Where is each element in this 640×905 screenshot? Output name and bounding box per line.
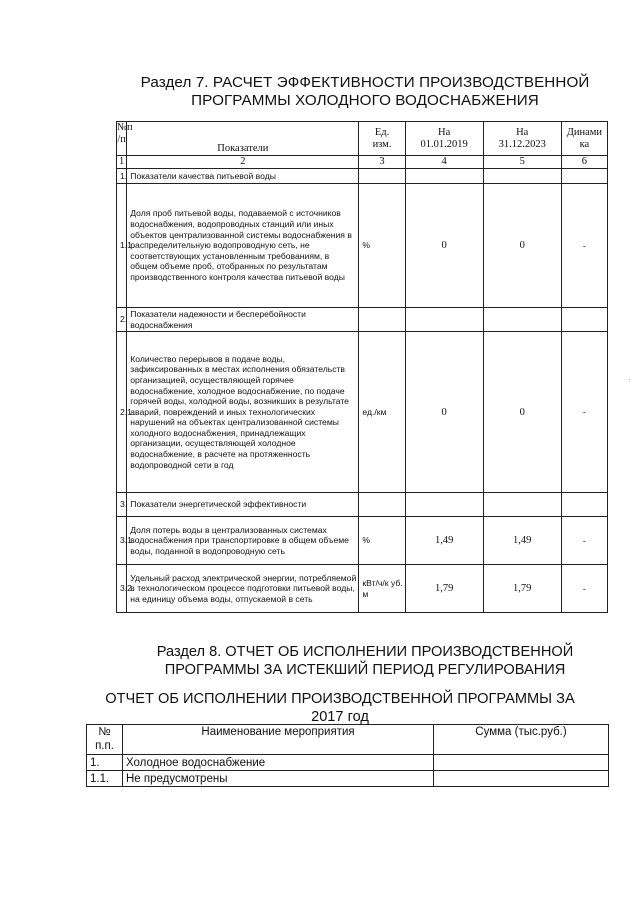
report-row-sum — [434, 771, 609, 787]
row-no: 3.2. — [117, 565, 127, 613]
row-dynamics: - — [561, 517, 607, 565]
header-date1 — [405, 122, 483, 156]
report-header-no — [87, 725, 123, 755]
row-dynamics: - — [561, 184, 607, 308]
row-value-2019: 0 — [405, 332, 483, 493]
row-value-2023: 0 — [483, 332, 561, 493]
header-unit-line2: изм. — [372, 138, 392, 150]
header-indicators: Показатели — [127, 122, 359, 156]
row-value-2019 — [405, 308, 483, 332]
section8-title-line2: ПРОГРАММЫ ЗА ИСТЕКШИЙ ПЕРИОД РЕГУЛИРОВАНИЯ — [164, 662, 566, 678]
column-number-row — [117, 156, 608, 169]
header-no-line2: /п — [117, 134, 126, 145]
row-no: 2.1. — [117, 332, 127, 493]
row-value-2019: 1,79 — [405, 565, 483, 613]
table-row — [117, 565, 608, 613]
row-dynamics: - — [561, 565, 607, 613]
report-table — [86, 724, 609, 787]
row-no: 1. — [117, 169, 127, 184]
report-header-row — [87, 725, 609, 755]
section8-title — [130, 643, 600, 679]
row-no: 2. — [117, 308, 127, 332]
row-unit — [359, 493, 405, 517]
table-row — [117, 184, 608, 308]
col-number: 3 — [359, 156, 405, 169]
table-row — [117, 332, 608, 493]
row-indicator: Показатели качества питьевой воды — [127, 169, 359, 184]
row-indicator: Удельный расход электрической энергии, потребляемой в технологическом процессе подготовки питьевой воды, на единицу объема воды, отпускаемой в сеть — [127, 565, 359, 613]
header-date1-line1: На — [438, 126, 451, 138]
table-row — [87, 771, 609, 787]
row-dynamics — [561, 169, 607, 184]
row-value-2023 — [483, 169, 561, 184]
report-row-no: 1.1. — [87, 771, 123, 787]
col-number: 4 — [405, 156, 483, 169]
section7-title-line1: Раздел 7. РАСЧЕТ ЭФФЕКТИВНОСТИ ПРОИЗВОДСТВЕННОЙ — [140, 74, 590, 91]
header-date1-line2: 01.01.2019 — [420, 138, 468, 150]
efficiency-table — [116, 121, 608, 613]
report-subtitle — [90, 690, 590, 726]
row-indicator: Показатели надежности и бесперебойности водоснабжения — [127, 308, 359, 332]
row-indicator: Показатели энергетической эффективности — [127, 493, 359, 517]
row-value-2019 — [405, 493, 483, 517]
header-date2-line1: На — [516, 126, 529, 138]
section7-title — [140, 74, 590, 110]
col-number: 5 — [483, 156, 561, 169]
report-row-name: Холодное водоснабжение — [123, 755, 434, 771]
header-date2 — [483, 122, 561, 156]
header-date2-line2: 31.12.2023 — [498, 138, 546, 150]
row-value-2019 — [405, 169, 483, 184]
row-no: 1.1. — [117, 184, 127, 308]
report-subtitle-line2: 2017 год — [311, 709, 369, 725]
row-indicator: Доля потерь воды в централизованных системах водоснабжения при транспортировке в общем объеме воды, поданной в водопроводную сеть — [127, 517, 359, 565]
row-no: 3.1. — [117, 517, 127, 565]
header-unit — [359, 122, 405, 156]
table-row — [87, 755, 609, 771]
header-no — [117, 122, 133, 156]
header-no-line1: №п — [117, 122, 133, 133]
report-row-name: Не предусмотрены — [123, 771, 434, 787]
row-value-2019: 1,49 — [405, 517, 483, 565]
report-row-sum — [434, 755, 609, 771]
col-number: 2 — [127, 156, 359, 169]
col-number: 6 — [561, 156, 607, 169]
header-dynamics-line1: Динами — [566, 126, 603, 138]
report-header-name: Наименование мероприятия — [123, 725, 434, 755]
report-row-no: 1. — [87, 755, 123, 771]
row-no: 3. — [117, 493, 127, 517]
report-header-no-line1: № — [98, 726, 111, 738]
report-header-no-line2: п.п. — [95, 740, 114, 752]
scan-speck — [629, 379, 630, 380]
row-value-2023 — [483, 493, 561, 517]
header-unit-line1: Ед. — [374, 126, 390, 138]
row-dynamics: - — [561, 332, 607, 493]
row-unit — [359, 308, 405, 332]
table-row — [117, 493, 608, 517]
row-value-2019: 0 — [405, 184, 483, 308]
col-number: 1 — [117, 156, 127, 169]
row-unit: % — [359, 517, 405, 565]
header-dynamics-line2: ка — [579, 138, 590, 150]
table-row — [117, 517, 608, 565]
section7-title-line2: ПРОГРАММЫ ХОЛОДНОГО ВОДОСНАБЖЕНИЯ — [191, 92, 539, 109]
table-row — [117, 169, 608, 184]
section8-title-line1: Раздел 8. ОТЧЕТ ОБ ИСПОЛНЕНИИ ПРОИЗВОДСТВЕННОЙ — [156, 644, 574, 660]
row-unit: ед./км — [359, 332, 405, 493]
header-dynamics — [561, 122, 607, 156]
row-indicator: Количество перерывов в подаче воды, зафиксированных в местах исполнения обязательств организацией, осуществляющей горячее водоснабжение, холодное водоснабжение, по подаче горячей воды, холодной воды, возникших в результате аварий, повреждений и иных технологических нарушений на объектах централизованной системы холодного водоснабжения, принадлежащих организации, осуществляющей холодное водоснабжение, в расчете на протяженность водопроводной сети в год — [127, 332, 359, 493]
row-value-2023 — [483, 308, 561, 332]
row-dynamics — [561, 493, 607, 517]
row-value-2023: 1,49 — [483, 517, 561, 565]
row-unit — [359, 169, 405, 184]
row-dynamics — [561, 308, 607, 332]
row-indicator: Доля проб питьевой воды, подаваемой с источников водоснабжения, водопроводных станций или иных объектов централизованной системы водоснабжения в распределительную водопроводную сеть, не соответствующих установленным требованиям, в общем объеме проб, отобранных по результатам производственного контроля качества питьевой воды — [127, 184, 359, 308]
table-header-row — [117, 122, 608, 156]
row-value-2023: 1,79 — [483, 565, 561, 613]
report-header-sum: Сумма (тыс.руб.) — [434, 725, 609, 755]
table-row — [117, 308, 608, 332]
report-subtitle-line1: ОТЧЕТ ОБ ИСПОЛНЕНИИ ПРОИЗВОДСТВЕННОЙ ПРОГРАММЫ ЗА — [105, 691, 575, 707]
row-unit: % — [359, 184, 405, 308]
row-unit: кВт/ч/к уб. м — [359, 565, 405, 613]
row-value-2023: 0 — [483, 184, 561, 308]
